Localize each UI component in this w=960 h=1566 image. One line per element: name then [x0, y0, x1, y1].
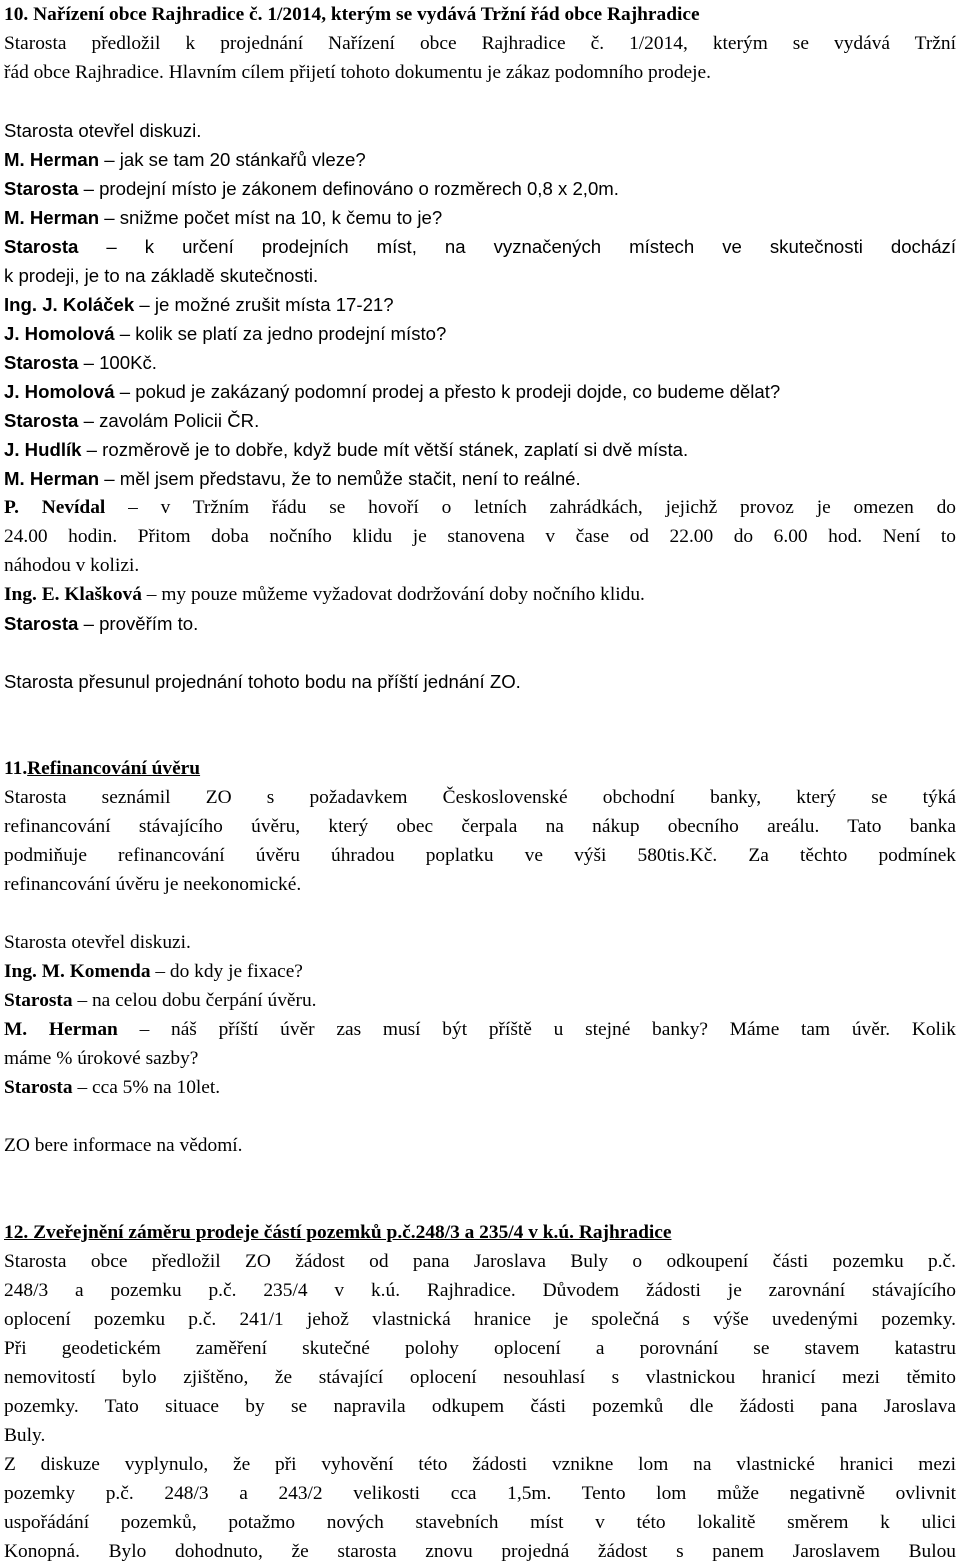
item12-line: uspořádání pozemků, potažmo nových stavebních míst v této lokalitě směrem k ulici [4, 1512, 956, 1533]
item10-intro-line: Starosta předložil k projednání Nařízení obce Rajhradice č. 1/2014, kterým se vydává Tržní [4, 33, 956, 54]
item12-heading: 12. Zveřejnění záměru prodeje částí pozemků p.č.248/3 a 235/4 v k.ú. Rajhradice [4, 1222, 672, 1243]
item12-line: nemovitostí bylo zjištěno, že stávající oplocení nesouhlasí s vlastnickou hranicí mezi těmito [4, 1367, 956, 1388]
discussion-open: Starosta otevřel diskuzi. [4, 932, 191, 953]
discussion-line: J. Homolová – pokud je zakázaný podomní prodej a přesto k prodeji dojde, co budeme dělat? [4, 381, 781, 402]
item11-paragraph-line: refinancování úvěru je neekonomické. [4, 874, 302, 895]
item12-line: Buly. [4, 1425, 46, 1446]
item12-line: pozemky p.č. 248/3 a 243/2 velikosti cca 1,5m. Tento lom může negativně ovlivnit [4, 1483, 956, 1504]
item12-line: Při geodetickém zaměření skutečné polohy oplocení a porovnání se stavem katastru [4, 1338, 956, 1359]
discussion-line: M. Herman – jak se tam 20 stánkařů vleze? [4, 149, 366, 170]
discussion-line: Ing. M. Komenda – do kdy je fixace? [4, 961, 303, 982]
discussion-open: Starosta otevřel diskuzi. [4, 120, 202, 141]
item11-paragraph-line: podmiňuje refinancování úvěru úhradou poplatku ve výši 580tis.Kč. Za těchto podmínek [4, 845, 956, 866]
item12-line: Konopná. Bylo dohodnuto, že starosta znovu projedná žádost s panem Jaroslavem Bulou [4, 1541, 956, 1562]
discussion-line: Starosta – prověřím to. [4, 613, 199, 634]
discussion-line-cont: máme % úrokové sazby? [4, 1048, 199, 1069]
item12-line: Z diskuze vyplynulo, že při vyhovění této žádosti vznikne lom na vlastnické hranici mezi [4, 1454, 956, 1475]
item11-paragraph-line: Starosta seznámil ZO s požadavkem Československé obchodní banky, který se týká [4, 787, 956, 808]
discussion-line-cont: náhodou v kolizi. [4, 555, 140, 576]
discussion-line: Starosta – na celou dobu čerpání úvěru. [4, 990, 317, 1011]
item12-line: Starosta obce předložil ZO žádost od pana Jaroslava Buly o odkoupení části pozemku p.č. [4, 1251, 956, 1272]
discussion-line: J. Hudlík – rozměrově je to dobře, když bude mít větší stánek, zaplatí si dvě místa. [4, 439, 689, 460]
item10-intro-line: řád obce Rajhradice. Hlavním cílem přijetí tohoto dokumentu je zákaz podomního prodeje. [4, 62, 712, 83]
discussion-line: Starosta – 100Kč. [4, 352, 157, 373]
discussion-line: Ing. E. Klašková – my pouze můžeme vyžadovat dodržování doby nočního klidu. [4, 584, 645, 605]
discussion-line: M. Herman – náš příští úvěr zas musí být příště u stejné banky? Máme tam úvěr. Kolik [4, 1019, 956, 1040]
item11-paragraph-line: refinancování stávajícího úvěru, který obec čerpala na nákup obecního areálu. Tato banka [4, 816, 956, 837]
discussion-line: Starosta – k určení prodejních míst, na vyznačených místech ve skutečnosti dochází [4, 236, 956, 257]
item10-heading: 10. Nařízení obce Rajhradice č. 1/2014, kterým se vydává Tržní řád obce Rajhradice [4, 4, 700, 25]
item11-heading: 11.Refinancování úvěru [4, 758, 201, 779]
item12-line: pozemky. Tato situace by se napravila odkupem části pozemků dle žádosti pana Jaroslava [4, 1396, 956, 1417]
item10-closing: Starosta přesunul projednání tohoto bodu na příští jednání ZO. [4, 671, 521, 692]
item12-line: 248/3 a pozemku p.č. 235/4 v k.ú. Rajhradice. Důvodem žádosti je zarovnání stávajícího [4, 1280, 956, 1301]
item12-line: oplocení pozemku p.č. 241/1 jehož vlastnická hranice je společná s výše uvedenými pozemky. [4, 1309, 956, 1330]
discussion-line: M. Herman – snižme počet míst na 10, k čemu to je? [4, 207, 443, 228]
discussion-line: M. Herman – měl jsem představu, že to nemůže stačit, není to reálné. [4, 468, 581, 489]
discussion-line-cont: 24.00 hodin. Přitom doba nočního klidu je stanovena v čase od 22.00 do 6.00 hod. Není to [4, 526, 956, 547]
item11-closing: ZO bere informace na vědomí. [4, 1135, 243, 1156]
discussion-line: Starosta – zavolám Policii ČR. [4, 410, 260, 431]
discussion-line: Ing. J. Koláček – je možné zrušit místa 17-21? [4, 294, 394, 315]
discussion-line: J. Homolová – kolik se platí za jedno prodejní místo? [4, 323, 447, 344]
discussion-line: Starosta – prodejní místo je zákonem definováno o rozměrech 0,8 x 2,0m. [4, 178, 619, 199]
discussion-line-cont: k prodeji, je to na základě skutečnosti. [4, 265, 319, 286]
discussion-line: P. Nevídal – v Tržním řádu se hovoří o letních zahrádkách, jejichž provoz je omezen do [4, 497, 956, 518]
discussion-line: Starosta – cca 5% na 10let. [4, 1077, 221, 1098]
